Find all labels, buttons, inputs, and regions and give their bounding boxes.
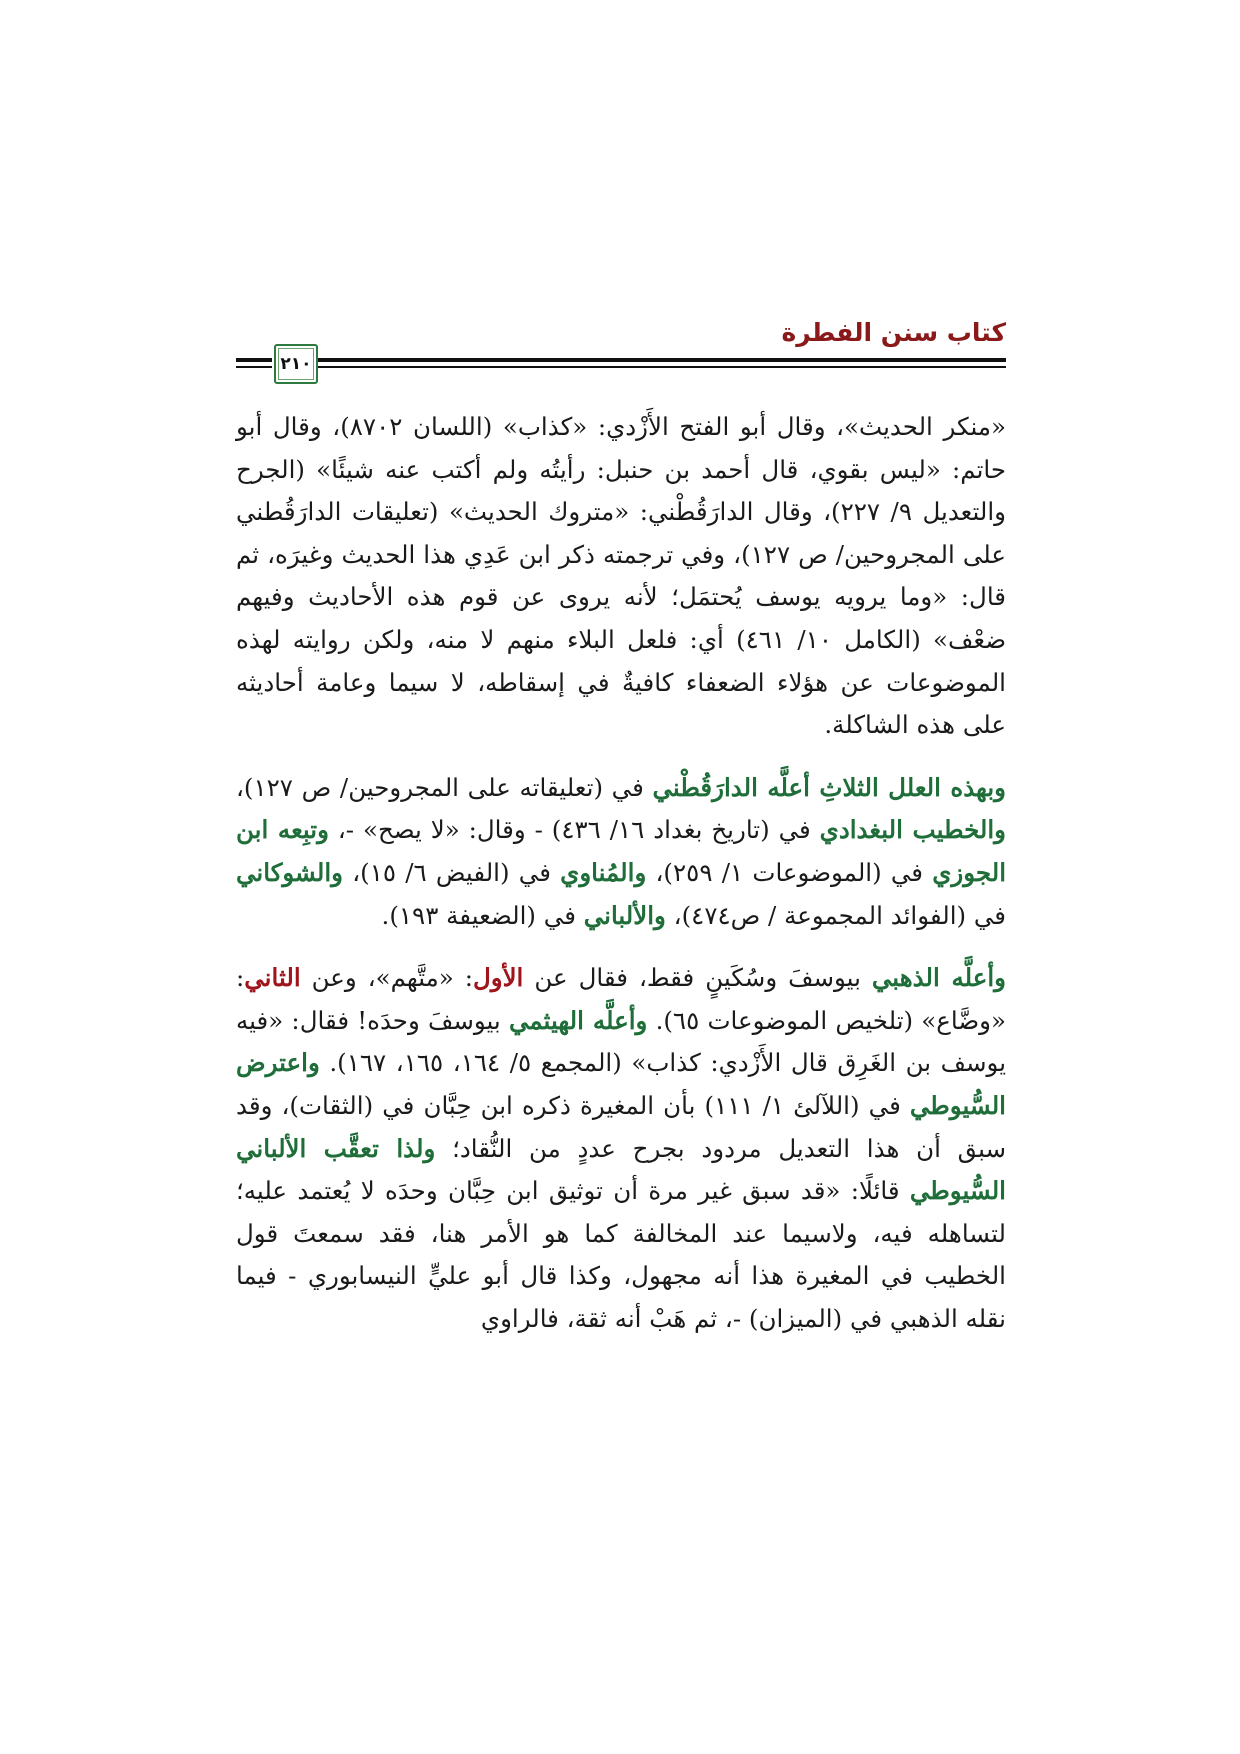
highlight-scholar-name: والألباني: [583, 900, 666, 930]
text-segment: في (الموضوعات ١/ ٢٥٩)،: [646, 857, 933, 887]
text-segment: في (تاريخ بغداد ١٦/ ٤٣٦) - وقال: «لا يصح» -،: [328, 815, 820, 845]
text-segment: في (تعليقاته على المجروحين/ ص ١٢٧)،: [236, 772, 653, 802]
page-body: [236, 406, 1006, 1340]
highlight-scholar-name: ولذا تعقَّب الألباني السُّيوطي: [236, 1133, 1006, 1206]
text-segment: قائلًا: «قد سبق غير مرة أن توثيق ابن حِبَّان وحدَه لا يُعتمد عليه؛ لتساهله فيه، ولاسيما عند المخالفة كما هو الأمر هنا، فقد سمعتَ قول الخطيب في المغيرة هذا أنه مجهول، وكذا قال أبو عليٍّ النيسابوري - فيما نقله الذهبي في (الميزان) -، ثم هَبْ أنه ثقة، فالراوي: [236, 1176, 1006, 1333]
highlight-scholar-name: والمُناوي: [560, 857, 647, 887]
text-segment: بيوسفَ وسُكَينٍ فقط، فقال عن: [523, 963, 872, 993]
header-rule-left-thin: [236, 366, 272, 368]
header-rule-left-thick: [236, 358, 272, 362]
text-segment: في (اللآلئ ١/ ١١١) بأن المغيرة ذكره ابن حِبَّان في (الثقات)، وقد سبق أن هذا التعديل مردود بجرح عددٍ من النُّقاد؛: [236, 1090, 1006, 1163]
paragraph-3: [236, 957, 1006, 1340]
highlight-scholar-name: وبهذه العلل الثلاثِ أعلَّه الدارَقُطْني: [652, 772, 1006, 802]
book-title: كتاب سنن الفطرة: [781, 318, 1006, 347]
page-number: ٢١٠: [280, 354, 312, 374]
text-segment: : «متَّهم»، وعن: [300, 963, 473, 993]
text-segment: في (الضعيفة ١٩٣).: [381, 900, 584, 930]
page-number-frame: [274, 344, 318, 384]
highlight-scholar-name: وأعلَّه الهيثمي: [508, 1005, 648, 1035]
highlight-term: الأول: [472, 963, 524, 993]
header-rule-thick: [318, 358, 1006, 362]
highlight-scholar-name: وأعلَّه الذهبي: [871, 963, 1006, 993]
paragraph-2: [236, 767, 1006, 937]
page-header: [236, 300, 1006, 395]
highlight-scholar-name: وتبِعه ابن الجوزي: [236, 815, 1007, 887]
paragraph-1: [236, 406, 1006, 747]
highlight-term: الثاني: [244, 963, 301, 993]
text-segment: في (الفيض ٦/ ١٥)،: [342, 857, 561, 887]
highlight-scholar-name: والخطيب البغدادي: [819, 815, 1006, 845]
text-segment: في (الفوائد المجموعة / ص٤٧٤)،: [665, 900, 1006, 930]
header-rule-thin: [318, 366, 1006, 368]
text-segment: بيوسفَ وحدَه! فقال: «فيه يوسف بن الغَرِق قال الأَزْدي: كذاب» (المجمع ٥/ ١٦٤، ١٦٥، ١٦٧).: [236, 1005, 1007, 1078]
highlight-scholar-name: واعترض السُّيوطي: [236, 1048, 1006, 1120]
text-segment: «منكر الحديث»، وقال أبو الفتح الأَزْدي: «كذاب» (اللسان ٨٧٠٢)، وقال أبو حاتم: «ليس بقوي، قال أحمد بن حنبل: رأيتُه ولم أكتب عنه شيئًا» (الجرح والتعديل ٩/ ٢٢٧)، وقال الدارَقُطْني: «متروك الحديث» (تعليقات الدارَقُطني على المجروحين/ ص ١٢٧)، وفي ترجمته ذكر ابن عَدِي هذا الحديث وغيرَه، ثم قال: «وما يرويه يوسف يُحتمَل؛ لأنه يروى عن قوم هذه الأحاديث وفيهم ضعْف» (الكامل ١٠/ ٤٦١) أي: فلعل البلاء منهم لا منه، ولكن روايته لهذه الموضوعات عن هؤلاء الضعفاء كافيةٌ في إسقاطه، لا سيما وعامة أحاديثه على هذه الشاكلة.: [236, 412, 1007, 740]
highlight-scholar-name: والشوكاني: [236, 857, 343, 887]
text-segment: : «وضَّاع» (تلخيص الموضوعات ٦٥).: [236, 963, 1006, 1035]
